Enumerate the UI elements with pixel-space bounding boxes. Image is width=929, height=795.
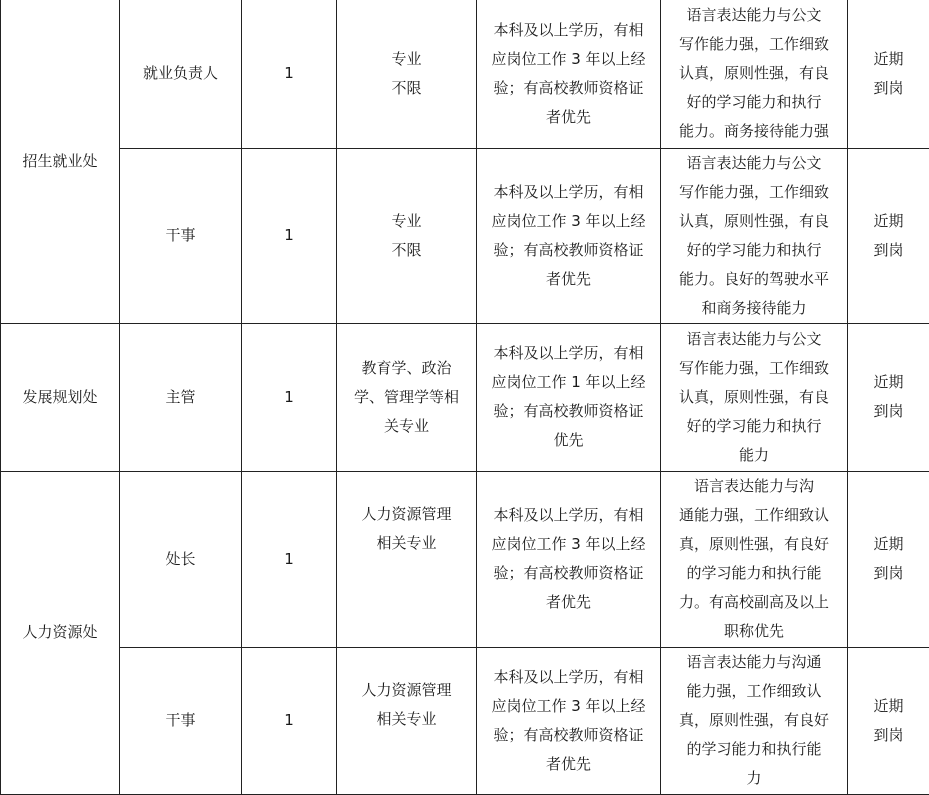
education-line: 应岗位工作 3 年以上经 <box>483 207 654 236</box>
requirement-line: 认真，原则性强，有良 <box>667 207 841 236</box>
position-name: 主管 <box>165 388 195 406</box>
requirement-line: 的学习能力和执行能 <box>667 735 841 764</box>
requirement-line: 能力强，工作细致认 <box>667 677 841 706</box>
arrival-line: 近期 <box>854 207 923 236</box>
table-row <box>1 323 929 471</box>
arrival-line: 到岗 <box>854 74 923 103</box>
education-line: 者优先 <box>483 265 654 294</box>
position-name: 处长 <box>165 550 195 568</box>
headcount: 1 <box>284 711 294 729</box>
requirement-line: 的学习能力和执行能 <box>667 559 841 588</box>
department-cell <box>1 323 120 471</box>
count-cell <box>242 148 337 323</box>
department-cell <box>1 471 120 794</box>
department-name: 发展规划处 <box>22 388 97 406</box>
requirement-line: 写作能力强，工作细致 <box>667 354 841 383</box>
arrival-line: 近期 <box>854 45 923 74</box>
arrival-line: 近期 <box>854 692 923 721</box>
major-line: 相关专业 <box>343 705 470 734</box>
major-line: 学、管理学等相 <box>343 383 470 412</box>
major-line: 关专业 <box>343 412 470 441</box>
requirement-line: 力 <box>667 764 841 793</box>
education-line: 应岗位工作 3 年以上经 <box>483 530 654 559</box>
education-line: 本科及以上学历，有相 <box>483 339 654 368</box>
table-row <box>1 471 929 647</box>
education-line: 应岗位工作 3 年以上经 <box>483 692 654 721</box>
education-line: 验；有高校教师资格证 <box>483 74 654 103</box>
department-name: 招生就业处 <box>22 152 97 170</box>
major-cell <box>337 323 477 471</box>
requirement-cell <box>661 148 848 323</box>
requirement-line: 好的学习能力和执行 <box>667 88 841 117</box>
requirement-line: 好的学习能力和执行 <box>667 412 841 441</box>
education-line: 本科及以上学历，有相 <box>483 663 654 692</box>
major-cell <box>337 647 477 794</box>
education-line: 验；有高校教师资格证 <box>483 397 654 426</box>
requirement-line: 语言表达能力与公文 <box>667 149 841 178</box>
arrival-cell <box>848 471 929 647</box>
requirement-cell <box>661 647 848 794</box>
requirement-line: 认真，原则性强，有良 <box>667 383 841 412</box>
arrival-cell <box>848 323 929 471</box>
count-cell <box>242 0 337 148</box>
education-line: 本科及以上学历，有相 <box>483 178 654 207</box>
requirement-line: 能力 <box>667 441 841 470</box>
requirement-line: 能力。良好的驾驶水平 <box>667 265 841 294</box>
major-line: 相关专业 <box>343 529 470 558</box>
requirement-line: 写作能力强，工作细致 <box>667 178 841 207</box>
major-line: 教育学、政治 <box>343 354 470 383</box>
requirement-line: 语言表达能力与公文 <box>667 325 841 354</box>
major-line: 专业 <box>343 207 470 236</box>
major-line: 专业 <box>343 45 470 74</box>
position-cell <box>120 0 242 148</box>
requirement-line: 认真，原则性强，有良 <box>667 59 841 88</box>
requirement-line: 能力。商务接待能力强 <box>667 117 841 146</box>
education-line: 验；有高校教师资格证 <box>483 559 654 588</box>
position-cell <box>120 647 242 794</box>
requirement-cell <box>661 471 848 647</box>
headcount: 1 <box>284 226 294 244</box>
major-line: 不限 <box>343 74 470 103</box>
education-line: 者优先 <box>483 750 654 779</box>
arrival-line: 到岗 <box>854 236 923 265</box>
count-cell <box>242 647 337 794</box>
arrival-line: 近期 <box>854 530 923 559</box>
education-line: 验；有高校教师资格证 <box>483 236 654 265</box>
arrival-cell <box>848 148 929 323</box>
education-cell <box>477 0 661 148</box>
requirement-line: 力。有高校副高及以上 <box>667 588 841 617</box>
education-line: 优先 <box>483 426 654 455</box>
count-cell <box>242 323 337 471</box>
major-line: 不限 <box>343 236 470 265</box>
headcount: 1 <box>284 550 294 568</box>
arrival-line: 到岗 <box>854 397 923 426</box>
education-line: 者优先 <box>483 588 654 617</box>
arrival-cell <box>848 647 929 794</box>
requirement-line: 职称优先 <box>667 617 841 646</box>
major-line: 人力资源管理 <box>343 500 470 529</box>
requirement-line: 写作能力强，工作细致 <box>667 30 841 59</box>
education-cell <box>477 148 661 323</box>
table-row <box>1 148 929 323</box>
position-name: 干事 <box>165 226 195 244</box>
department-cell <box>1 0 120 323</box>
requirement-line: 和商务接待能力 <box>667 294 841 323</box>
department-name: 人力资源处 <box>22 623 97 641</box>
requirement-cell <box>661 0 848 148</box>
major-line: 人力资源管理 <box>343 676 470 705</box>
education-line: 应岗位工作 3 年以上经 <box>483 45 654 74</box>
requirement-line: 真，原则性强，有良好 <box>667 706 841 735</box>
requirement-cell <box>661 323 848 471</box>
position-cell <box>120 323 242 471</box>
education-line: 本科及以上学历，有相 <box>483 16 654 45</box>
requirement-line: 语言表达能力与沟 <box>667 472 841 501</box>
requirement-line: 通能力强，工作细致认 <box>667 501 841 530</box>
requirement-line: 语言表达能力与沟通 <box>667 648 841 677</box>
requirement-line: 真，原则性强，有良好 <box>667 530 841 559</box>
headcount: 1 <box>284 388 294 406</box>
major-cell <box>337 471 477 647</box>
education-line: 本科及以上学历，有相 <box>483 501 654 530</box>
position-name: 干事 <box>165 711 195 729</box>
education-line: 者优先 <box>483 103 654 132</box>
requirement-line: 好的学习能力和执行 <box>667 236 841 265</box>
education-cell <box>477 323 661 471</box>
count-cell <box>242 471 337 647</box>
education-line: 应岗位工作 1 年以上经 <box>483 368 654 397</box>
education-line: 验；有高校教师资格证 <box>483 721 654 750</box>
major-cell <box>337 148 477 323</box>
education-cell <box>477 471 661 647</box>
position-cell <box>120 471 242 647</box>
arrival-line: 到岗 <box>854 559 923 588</box>
education-cell <box>477 647 661 794</box>
major-cell <box>337 0 477 148</box>
arrival-line: 到岗 <box>854 721 923 750</box>
arrival-line: 近期 <box>854 368 923 397</box>
requirement-line: 语言表达能力与公文 <box>667 1 841 30</box>
arrival-cell <box>848 0 929 148</box>
table-row <box>1 647 929 794</box>
position-cell <box>120 148 242 323</box>
headcount: 1 <box>284 64 294 82</box>
table-row <box>1 0 929 148</box>
position-name: 就业负责人 <box>143 64 218 82</box>
